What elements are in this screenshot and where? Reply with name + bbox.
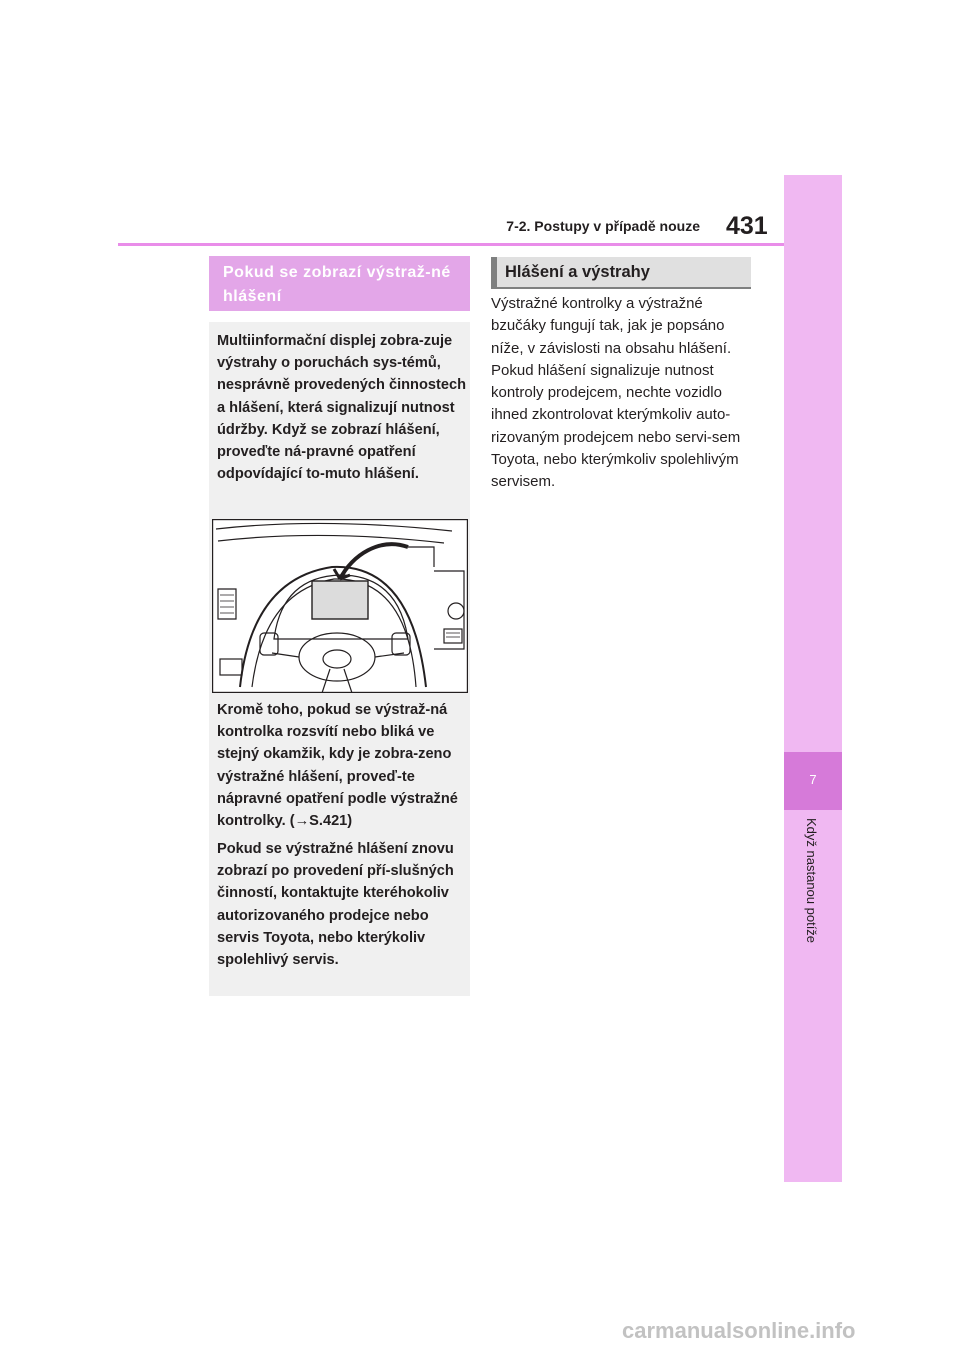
right-heading: Hlášení a výstrahy — [491, 257, 751, 289]
dashboard-illustration — [212, 519, 468, 693]
left-heading: Pokud se zobrazí výstraž-né hlášení — [209, 256, 470, 311]
header-rule — [118, 243, 784, 246]
section-title: 7-2. Postupy v případě nouze — [506, 218, 700, 234]
right-paragraph: Výstražné kontrolky a výstražné bzučáky fungují tak, jak je popsáno níže, v závislosti na obsahu hlášení. Pokud hlášení signalizuje nutnost kontroly prodejcem, nechte vozidlo ihned zkontrolovat kterýmkoliv auto-rizovaným prodejcem nebo servi-sem Toyota, nebo kterýmkoliv spolehlivým servisem. — [491, 295, 741, 491]
left-paragraph-1: Multiinformační displej zobra-zuje výstrahy o poruchách sys-témů, nesprávně provedených činnostech a hlášení, která signalizují nutnost údržby. Když se zobrazí hlášení, proveďte ná-pravné opatření odpovídající to-muto hlášení. — [217, 333, 466, 483]
chapter-label: Když nastanou potíže — [804, 818, 819, 944]
left-paragraph-3: Pokud se výstražné hlášení znovu zobrazí po provedení pří-slušných činností, kontaktujte kteréhokoliv autorizovaného prodejce nebo servis Toyota, nebo kterýkoliv spolehlivý servis. — [217, 841, 454, 969]
watermark: carmanualsonline.info — [622, 1318, 856, 1343]
left-paragraph-2: Kromě toho, pokud se výstraž-ná kontrolka rozsvítí nebo bliká ve stejný okamžik, kdy je zobra-zeno výstražné hlášení, proveď-te nápravné opatření podle výstražné kontrolky. (→S.421) — [217, 702, 458, 830]
page-number: 431 — [726, 212, 768, 240]
chapter-number: 7 — [809, 772, 817, 787]
side-tab — [784, 175, 842, 1182]
